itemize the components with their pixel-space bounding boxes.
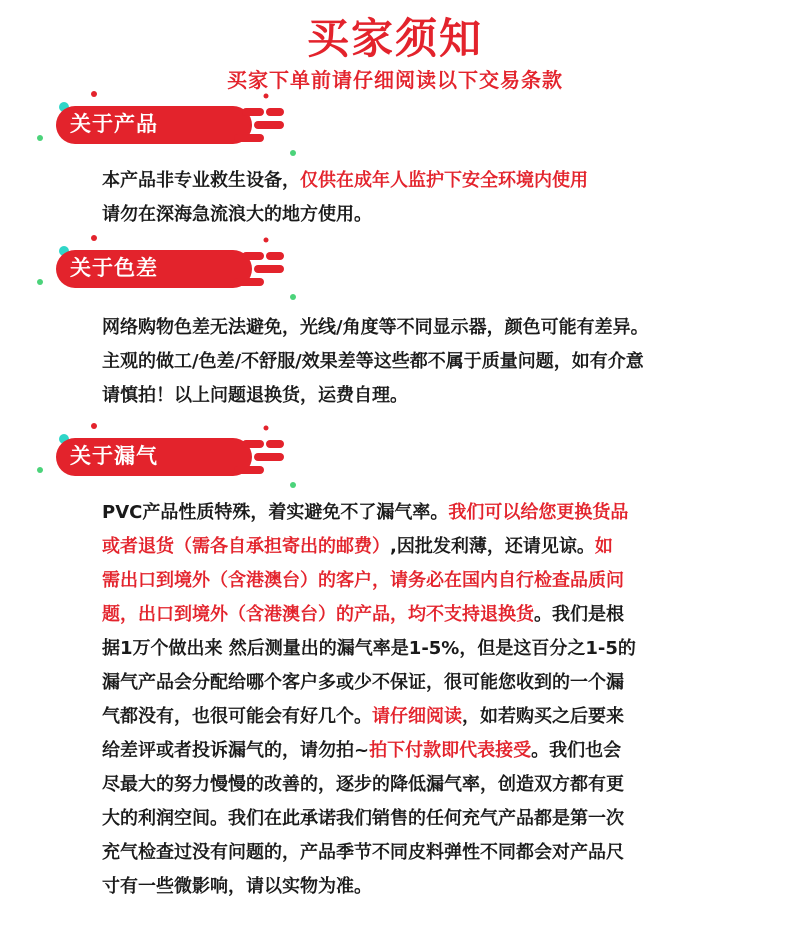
highlighted-text: 仅供在成年人监护下安全环境内使用 bbox=[300, 170, 588, 191]
section-header-color bbox=[28, 234, 308, 304]
body-text: 本产品非专业救生设备， bbox=[102, 170, 300, 191]
body-text: 请勿在深海急流浪大的地方使用。 bbox=[102, 204, 372, 225]
body-text: 。我们也会 bbox=[531, 740, 622, 761]
text-line bbox=[102, 734, 762, 768]
body-text: PVC产品性质特殊，着实避免不了漏气率。 bbox=[102, 502, 449, 523]
text-line bbox=[102, 198, 762, 232]
body-text: 请慎拍！以上问题退换货，运费自理。 bbox=[102, 385, 408, 406]
highlighted-text: 或者退货（需各自承担寄出的邮费） bbox=[102, 536, 390, 557]
section-title: 关于漏气 bbox=[70, 444, 158, 468]
body-text: 主观的做工/色差/不舒服/效果差等这些都不属于质量问题，如有介意 bbox=[102, 351, 644, 372]
text-line bbox=[102, 768, 762, 802]
body-text: 网络购物色差无法避免，光线/角度等不同显示器，颜色可能有差异。 bbox=[102, 317, 649, 338]
text-line bbox=[102, 345, 762, 379]
section-header-leak bbox=[28, 422, 308, 492]
body-text: 漏气产品会分配给哪个客户多或少不保证，很可能您收到的一个漏 bbox=[102, 672, 624, 693]
text-line bbox=[102, 836, 762, 870]
section-title: 关于色差 bbox=[70, 256, 158, 280]
text-line bbox=[102, 802, 762, 836]
section-title: 关于产品 bbox=[70, 112, 158, 136]
text-line bbox=[102, 564, 762, 598]
text-line bbox=[102, 598, 762, 632]
highlighted-text: 拍下付款即代表接受 bbox=[369, 740, 532, 761]
text-line bbox=[102, 379, 762, 413]
text-line bbox=[102, 870, 762, 904]
text-line bbox=[102, 632, 762, 666]
section-header-product bbox=[28, 90, 308, 160]
highlighted-text: 请仔细阅读 bbox=[372, 706, 462, 727]
body-text: 给差评或者投诉漏气的，请勿拍~ bbox=[102, 740, 370, 761]
text-line bbox=[102, 496, 762, 530]
highlighted-text: 题，出口到境外（含港澳台）的产品，均不支持退换货 bbox=[102, 604, 534, 625]
text-line bbox=[102, 164, 762, 198]
section-body-color bbox=[102, 311, 762, 413]
body-text: 寸有一些微影响，请以实物为准。 bbox=[102, 876, 372, 897]
page-subtitle: 买家下单前请仔细阅读以下交易条款 bbox=[227, 68, 563, 92]
highlighted-text: 需出口到境外（含港澳台）的客户，请务必在国内自行检查品质问 bbox=[102, 570, 624, 591]
body-text: 据1万个做出来 然后测量出的漏气率是1-5%，但是这百分之1-5的 bbox=[102, 638, 636, 659]
text-line bbox=[102, 700, 762, 734]
highlighted-text: 我们可以给您更换货品 bbox=[448, 502, 629, 523]
body-text: 大的利润空间。我们在此承诺我们销售的任何充气产品都是第一次 bbox=[102, 808, 624, 829]
highlighted-text: 如 bbox=[594, 536, 613, 557]
section-body-product bbox=[102, 164, 762, 232]
text-line bbox=[102, 666, 762, 700]
page-title: 买家须知 bbox=[306, 14, 483, 63]
body-text: 尽最大的努力慢慢的改善的，逐步的降低漏气率，创造双方都有更 bbox=[102, 774, 624, 795]
body-text: ,因批发利薄，还请见谅。 bbox=[390, 536, 595, 557]
body-text: 。我们是根 bbox=[534, 604, 624, 625]
text-line bbox=[102, 530, 762, 564]
body-text: 充气检查过没有问题的，产品季节不同皮料弹性不同都会对产品尺 bbox=[102, 842, 624, 863]
text-line bbox=[102, 311, 762, 345]
body-text: ，如若购买之后要来 bbox=[462, 706, 624, 727]
body-text: 气都没有，也很可能会有好几个。 bbox=[102, 706, 372, 727]
section-body-leak bbox=[102, 496, 762, 904]
